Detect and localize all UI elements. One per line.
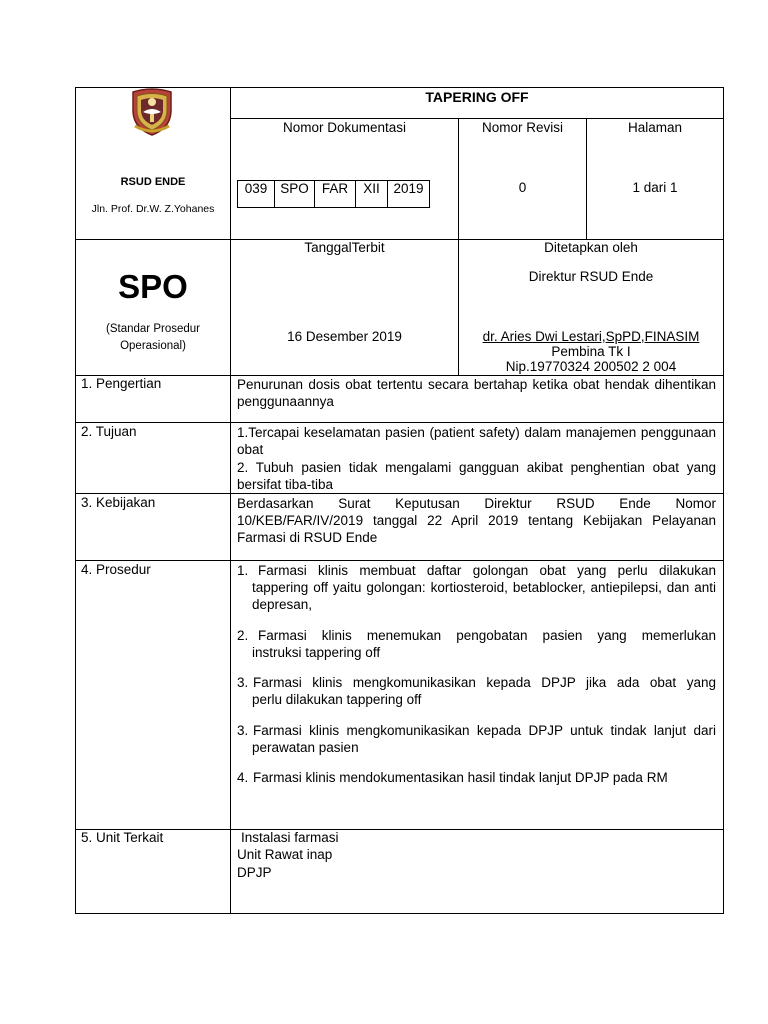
approver-name: dr. Aries Dwi Lestari,SpPD,FINASIM xyxy=(482,329,700,344)
doc-number-part: FAR xyxy=(314,180,356,208)
revision-value: 0 xyxy=(518,180,527,195)
step-text-first-line: Farmasi klinis menemukan pengobatan pasien yang memerlukan xyxy=(258,628,716,643)
regency-emblem-icon xyxy=(127,86,177,136)
doc-number-part: XII xyxy=(355,180,388,208)
step-number: 2. xyxy=(237,628,249,643)
approved-by-label: Ditetapkan oleh xyxy=(544,240,638,255)
row-divider-kebijakan xyxy=(75,560,724,561)
spo-subtitle-line1: (Standar Prosedur xyxy=(106,323,200,335)
related-unit: Unit Rawat inap xyxy=(237,847,333,862)
issue-date-label: TanggalTerbit xyxy=(304,240,385,255)
step-number: 1. xyxy=(237,563,249,578)
step-text-first-line: Farmasi klinis mengkomunikasikan kepada DPJP untuk tindak lanjut dari xyxy=(253,723,716,738)
page-col-divider xyxy=(586,118,587,240)
row-divider-prosedur xyxy=(75,829,724,830)
hospital-name: RSUD ENDE xyxy=(120,176,186,188)
step-number: 4. xyxy=(237,770,249,785)
step-text-first-line: Farmasi klinis mendokumentasikan hasil tindak lanjut DPJP pada RM xyxy=(253,770,668,785)
doc-number-part: SPO xyxy=(274,180,315,208)
tujuan-item-1: 1.Tercapai keselamatan pasien (patient safety) dalam manajemen penggunaan obat xyxy=(237,425,716,457)
step-text-rest: tappering off yaitu golongan: kortiosteroid, betablocker, antiepilepsi, dan anti depresan, xyxy=(252,580,716,612)
page-label: Halaman xyxy=(627,120,683,135)
step-text-first-line: Farmasi klinis mengkomunikasikan kepada DPJP jika ada obat yang xyxy=(253,675,716,690)
section-label-unit-terkait: 5. Unit Terkait xyxy=(81,830,164,845)
row-divider-pengertian xyxy=(75,422,724,423)
procedure-step xyxy=(237,562,716,613)
doc-number-part: 2019 xyxy=(387,180,430,208)
revision-label: Nomor Revisi xyxy=(481,120,563,135)
approver-rank: Pembina Tk I xyxy=(551,344,631,359)
hospital-address: Jln. Prof. Dr.W. Z.Yohanes xyxy=(91,203,215,215)
section-label-prosedur: 4. Prosedur xyxy=(81,562,151,577)
approver-nip: Nip.19770324 200502 2 004 xyxy=(505,359,677,374)
title-divider xyxy=(230,118,724,119)
table-border-right xyxy=(723,87,724,914)
row-divider-tujuan xyxy=(75,493,724,494)
step-text-rest: instruksi tappering off xyxy=(252,645,381,660)
related-unit: Instalasi farmasi xyxy=(241,830,339,845)
step-number: 3. xyxy=(237,675,249,690)
procedure-step xyxy=(237,769,716,786)
approver-title: Direktur RSUD Ende xyxy=(528,269,654,284)
related-unit: DPJP xyxy=(237,865,272,880)
doc-number-boxes xyxy=(237,180,430,210)
tujuan-item-2: 2. Tubuh pasien tidak mengalami gangguan akibat penghentian obat yang bersifat tiba-tiba xyxy=(237,460,716,492)
step-text-rest: perawatan pasien xyxy=(252,740,359,755)
section-label-kebijakan: 3. Kebijakan xyxy=(81,495,156,510)
spo-subtitle-line2: Operasional) xyxy=(120,340,186,352)
page-value: 1 dari 1 xyxy=(632,180,678,195)
spo-code: SPO xyxy=(118,268,188,305)
procedure-step xyxy=(237,674,716,708)
column-divider xyxy=(230,87,231,914)
issue-date: 16 Desember 2019 xyxy=(287,329,402,344)
document-title: TAPERING OFF xyxy=(425,89,529,105)
doc-number-part: 039 xyxy=(237,180,275,208)
section-label-tujuan: 2. Tujuan xyxy=(81,424,137,439)
table-border-bottom xyxy=(75,913,724,914)
step-text-rest: perlu dilakukan tappering off xyxy=(252,692,422,707)
section-text-pengertian: Penurunan dosis obat tertentu secara bertahap ketika obat hendak dihentikan penggunaannya xyxy=(237,377,716,409)
section-label-pengertian: 1. Pengertian xyxy=(81,376,162,391)
section-text-kebijakan: Berdasarkan Surat Keputusan Direktur RSUD Ende Nomor 10/KEB/FAR/IV/2019 tanggal 22 April 2019 tentang Kebijakan Pelayanan Farmasi di RSUD Ende xyxy=(237,496,716,545)
procedure-step xyxy=(237,722,716,756)
step-number: 3. xyxy=(237,723,249,738)
procedure-step xyxy=(237,627,716,661)
step-text-first-line: Farmasi klinis membuat daftar golongan obat yang perlu dilakukan xyxy=(258,563,716,578)
doc-number-label: Nomor Dokumentasi xyxy=(282,120,407,135)
